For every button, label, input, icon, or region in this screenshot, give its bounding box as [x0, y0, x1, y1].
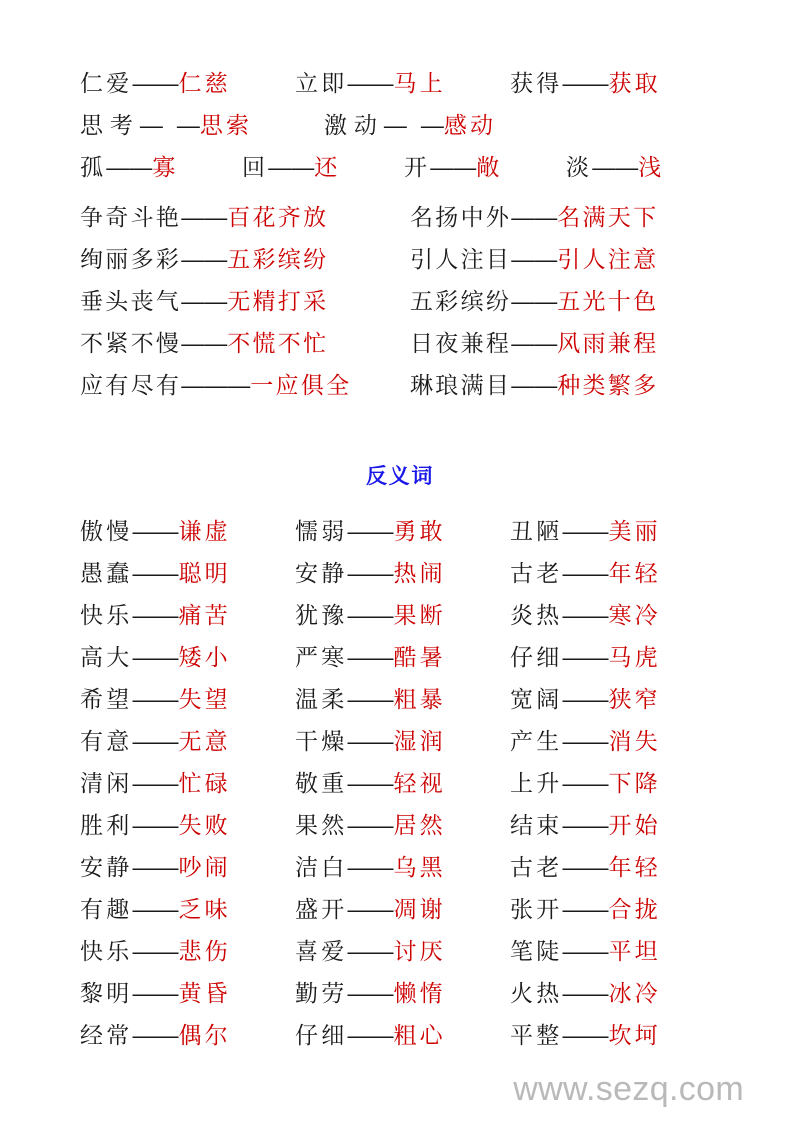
idiom-pair	[410, 196, 658, 238]
word-pair	[295, 678, 510, 720]
word-pair	[80, 846, 295, 888]
idiom-row	[80, 322, 720, 364]
pair-answer: 悲伤	[178, 938, 231, 964]
word-pair	[295, 636, 510, 678]
pair-term: 快乐	[80, 938, 133, 964]
pair-dash: ——	[181, 204, 228, 230]
pair-term: 琳琅满目	[410, 372, 512, 398]
word-pair	[295, 62, 510, 104]
pair-dash: ——	[132, 896, 179, 922]
pair-term: 思考	[80, 112, 140, 138]
word-pair	[510, 594, 661, 636]
pair-term: 喜爱	[295, 938, 348, 964]
pair-answer: 不慌不忙	[227, 330, 329, 356]
word-pair	[80, 720, 295, 762]
word-pair	[295, 552, 510, 594]
pair-answer: 居然	[393, 812, 446, 838]
word-pair	[80, 146, 242, 188]
word-pair	[510, 678, 661, 720]
idiom-pair	[80, 280, 410, 322]
antonym-row	[80, 762, 720, 804]
pair-dash: ——	[132, 770, 179, 796]
pair-answer: 仁慈	[178, 70, 231, 96]
pair-term: 争奇斗艳	[80, 204, 182, 230]
pair-term: 回	[242, 154, 269, 180]
word-pair	[510, 510, 661, 552]
pair-dash: ——	[562, 518, 609, 544]
antonyms-section	[80, 510, 720, 1056]
pair-dash: ——	[511, 246, 558, 272]
pair-answer: 感动	[443, 112, 497, 138]
word-pair	[80, 930, 295, 972]
word-pair	[80, 804, 295, 846]
pair-term: 经常	[80, 1022, 133, 1048]
pair-term: 绚丽多彩	[80, 246, 182, 272]
pair-answer: 果断	[393, 602, 446, 628]
pair-term: 应有尽有	[80, 372, 182, 398]
word-pair	[510, 846, 661, 888]
pair-dash: ——	[347, 938, 394, 964]
pair-answer: 五光十色	[557, 288, 659, 314]
pair-term: 仔细	[295, 1022, 348, 1048]
antonym-row	[80, 720, 720, 762]
idiom-pair	[80, 196, 410, 238]
pair-term: 结束	[510, 812, 563, 838]
pair-dash: ——	[132, 728, 179, 754]
pair-term: 有意	[80, 728, 133, 754]
pair-term: 日夜兼程	[410, 330, 512, 356]
synonym-row	[80, 146, 720, 188]
word-pair	[80, 62, 295, 104]
pair-dash: ——	[562, 644, 609, 670]
pair-answer: 开始	[608, 812, 661, 838]
pair-dash: ——	[562, 1022, 609, 1048]
word-pair	[566, 146, 664, 188]
pair-term: 勤劳	[295, 980, 348, 1006]
pair-answer: 失望	[178, 686, 231, 712]
pair-answer: 敞	[476, 154, 503, 180]
word-pair	[510, 62, 661, 104]
pair-answer: 矮小	[178, 644, 231, 670]
pair-answer: 马虎	[608, 644, 661, 670]
word-pair	[295, 720, 510, 762]
pair-answer: 乌黑	[393, 854, 446, 880]
pair-term: 五彩缤纷	[410, 288, 512, 314]
pair-term: 开	[404, 154, 431, 180]
pair-dash: ——	[132, 602, 179, 628]
pair-term: 淡	[566, 154, 593, 180]
pair-answer: 轻视	[393, 770, 446, 796]
pair-answer: 五彩缤纷	[227, 246, 329, 272]
pair-dash: ——	[562, 70, 609, 96]
pair-answer: 百花齐放	[227, 204, 329, 230]
synonym-row	[80, 104, 720, 146]
pair-answer: 一应俱全	[250, 372, 352, 398]
pair-answer: 思索	[199, 112, 253, 138]
pair-term: 仁爱	[80, 70, 133, 96]
pair-answer: 乏味	[178, 896, 231, 922]
pair-dash: ——	[562, 728, 609, 754]
pair-dash-right: —	[420, 112, 444, 138]
pair-answer: 引人注意	[557, 246, 659, 272]
idiom-synonyms-section	[80, 196, 720, 406]
idiom-row	[80, 238, 720, 280]
pair-dash: ——	[347, 518, 394, 544]
pair-term: 安静	[80, 854, 133, 880]
pair-term: 果然	[295, 812, 348, 838]
synonym-row	[80, 62, 720, 104]
pair-dash: ——	[511, 330, 558, 356]
pair-answer: 合拢	[608, 896, 661, 922]
pair-term: 洁白	[295, 854, 348, 880]
pair-answer: 寡	[152, 154, 179, 180]
pair-answer: 偶尔	[178, 1022, 231, 1048]
word-pair	[80, 510, 295, 552]
pair-dash: ——	[562, 980, 609, 1006]
pair-dash: ——	[347, 728, 394, 754]
pair-term: 盛开	[295, 896, 348, 922]
pair-dash: ——	[132, 518, 179, 544]
pair-answer: 冰冷	[608, 980, 661, 1006]
pair-term: 火热	[510, 980, 563, 1006]
word-pair	[295, 762, 510, 804]
pair-term: 希望	[80, 686, 133, 712]
pair-term: 笔陡	[510, 938, 563, 964]
pair-term: 傲慢	[80, 518, 133, 544]
pair-dash: ——	[562, 812, 609, 838]
word-pair	[510, 1014, 661, 1056]
antonym-row	[80, 930, 720, 972]
pair-dash: ——	[347, 1022, 394, 1048]
antonym-row	[80, 804, 720, 846]
antonym-row	[80, 1014, 720, 1056]
pair-term: 古老	[510, 854, 563, 880]
word-pair	[80, 1014, 295, 1056]
pair-term: 有趣	[80, 896, 133, 922]
idiom-pair	[80, 364, 410, 406]
antonym-row	[80, 594, 720, 636]
pair-dash: ——	[562, 854, 609, 880]
pair-answer: 消失	[608, 728, 661, 754]
pair-dash: ———	[181, 372, 251, 398]
antonym-row	[80, 846, 720, 888]
pair-answer: 平坦	[608, 938, 661, 964]
pair-dash: ——	[132, 938, 179, 964]
word-pair	[80, 594, 295, 636]
pair-term: 宽阔	[510, 686, 563, 712]
pair-term: 垂头丧气	[80, 288, 182, 314]
pair-answer: 痛苦	[178, 602, 231, 628]
pair-answer: 聪明	[178, 560, 231, 586]
pair-dash: ——	[347, 896, 394, 922]
pair-answer: 讨厌	[393, 938, 446, 964]
word-pair	[510, 720, 661, 762]
pair-dash: ——	[347, 980, 394, 1006]
pair-answer: 浅	[638, 154, 665, 180]
word-pair	[295, 846, 510, 888]
pair-answer: 懒惰	[393, 980, 446, 1006]
pair-dash: ——	[562, 560, 609, 586]
pair-dash: ——	[511, 204, 558, 230]
pair-answer: 马上	[393, 70, 446, 96]
word-pair	[510, 636, 661, 678]
pair-dash: ——	[181, 330, 228, 356]
pair-answer: 风雨兼程	[557, 330, 659, 356]
pair-term: 胜利	[80, 812, 133, 838]
pair-term: 黎明	[80, 980, 133, 1006]
pair-term: 丑陋	[510, 518, 563, 544]
pair-term: 敬重	[295, 770, 348, 796]
pair-term: 平整	[510, 1022, 563, 1048]
pair-term: 古老	[510, 560, 563, 586]
antonym-row	[80, 678, 720, 720]
idiom-pair	[410, 322, 658, 364]
pair-answer: 无精打采	[227, 288, 329, 314]
pair-dash: ——	[347, 770, 394, 796]
idiom-row	[80, 280, 720, 322]
pair-dash: ——	[347, 686, 394, 712]
word-pair	[295, 510, 510, 552]
word-pair	[242, 146, 404, 188]
word-pair	[80, 888, 295, 930]
pair-term: 严寒	[295, 644, 348, 670]
word-pair	[80, 552, 295, 594]
pair-answer: 坎坷	[608, 1022, 661, 1048]
pair-dash: ——	[132, 644, 179, 670]
word-pair	[295, 594, 510, 636]
idiom-pair	[410, 280, 658, 322]
pair-answer: 种类繁多	[557, 372, 659, 398]
pair-term: 懦弱	[295, 518, 348, 544]
pair-dash: ——	[511, 288, 558, 314]
pair-dash: ——	[347, 560, 394, 586]
word-pair	[295, 1014, 510, 1056]
pair-dash: ——	[132, 560, 179, 586]
pair-dash: ——	[430, 154, 477, 180]
pair-dash: ——	[181, 288, 228, 314]
antonym-row	[80, 636, 720, 678]
antonym-row	[80, 888, 720, 930]
pair-dash: ——	[106, 154, 153, 180]
pair-dash-right: —	[176, 112, 200, 138]
pair-dash: ——	[347, 812, 394, 838]
pair-dash: ——	[268, 154, 315, 180]
word-pair	[510, 888, 661, 930]
pair-dash: ——	[132, 70, 179, 96]
pair-answer: 寒冷	[608, 602, 661, 628]
pair-dash: ——	[132, 980, 179, 1006]
pair-answer: 下降	[608, 770, 661, 796]
pair-term: 激动	[324, 112, 384, 138]
word-pair	[404, 146, 566, 188]
word-pair	[510, 972, 661, 1014]
pair-dash: ——	[562, 602, 609, 628]
word-pair	[295, 972, 510, 1014]
word-pair	[80, 762, 295, 804]
pair-dash: ——	[592, 154, 639, 180]
pair-answer: 无意	[178, 728, 231, 754]
pair-term: 清闲	[80, 770, 133, 796]
pair-dash-left: —	[139, 112, 163, 138]
pair-answer: 忙碌	[178, 770, 231, 796]
pair-term: 引人注目	[410, 246, 512, 272]
pair-term: 不紧不慢	[80, 330, 182, 356]
spacer	[80, 188, 720, 196]
pair-answer: 年轻	[608, 854, 661, 880]
word-pair	[80, 636, 295, 678]
idiom-pair	[410, 364, 658, 406]
pair-dash: ——	[347, 602, 394, 628]
pair-term: 立即	[295, 70, 348, 96]
pair-answer: 吵闹	[178, 854, 231, 880]
antonym-row	[80, 552, 720, 594]
pair-term: 上升	[510, 770, 563, 796]
pair-answer: 酷暑	[393, 644, 446, 670]
pair-dash: ——	[562, 896, 609, 922]
pair-answer: 美丽	[608, 518, 661, 544]
pair-term: 温柔	[295, 686, 348, 712]
pair-term: 高大	[80, 644, 133, 670]
pair-answer: 谦虚	[178, 518, 231, 544]
spacer	[80, 490, 720, 510]
pair-term: 张开	[510, 896, 563, 922]
idiom-pair	[80, 322, 410, 364]
idiom-pair	[410, 238, 658, 280]
pair-answer: 湿润	[393, 728, 446, 754]
word-pair	[80, 104, 324, 146]
word-pair	[324, 104, 496, 146]
pair-answer: 名满天下	[557, 204, 659, 230]
pair-dash: ——	[511, 372, 558, 398]
pair-answer: 粗暴	[393, 686, 446, 712]
pair-dash: ——	[562, 686, 609, 712]
pair-term: 愚蠢	[80, 560, 133, 586]
pair-dash: ——	[132, 812, 179, 838]
pair-term: 安静	[295, 560, 348, 586]
antonym-row	[80, 972, 720, 1014]
section-title-antonyms: 反义词	[365, 465, 435, 488]
pair-term: 干燥	[295, 728, 348, 754]
word-pair	[295, 930, 510, 972]
pair-dash: ——	[132, 1022, 179, 1048]
pair-answer: 失败	[178, 812, 231, 838]
idiom-row	[80, 364, 720, 406]
word-pair	[510, 804, 661, 846]
word-pair	[510, 552, 661, 594]
synonyms-section	[80, 62, 720, 188]
pair-term: 快乐	[80, 602, 133, 628]
pair-dash-left: —	[383, 112, 407, 138]
pair-dash: ——	[132, 854, 179, 880]
pair-dash: ——	[181, 246, 228, 272]
watermark: www.sezq.com	[513, 1070, 744, 1108]
pair-answer: 粗心	[393, 1022, 446, 1048]
pair-dash: ——	[347, 854, 394, 880]
pair-answer: 获取	[608, 70, 661, 96]
pair-dash: ——	[562, 770, 609, 796]
pair-term: 获得	[510, 70, 563, 96]
antonym-row	[80, 510, 720, 552]
word-pair	[80, 678, 295, 720]
pair-term: 名扬中外	[410, 204, 512, 230]
word-pair	[510, 762, 661, 804]
pair-term: 炎热	[510, 602, 563, 628]
word-pair	[295, 804, 510, 846]
pair-answer: 凋谢	[393, 896, 446, 922]
spacer	[80, 406, 720, 460]
pair-answer: 黄昏	[178, 980, 231, 1006]
word-pair	[80, 972, 295, 1014]
pair-dash: ——	[347, 644, 394, 670]
pair-dash: ——	[562, 938, 609, 964]
pair-term: 犹豫	[295, 602, 348, 628]
pair-dash: ——	[347, 70, 394, 96]
pair-term: 孤	[80, 154, 107, 180]
pair-term: 仔细	[510, 644, 563, 670]
pair-term: 产生	[510, 728, 563, 754]
pair-answer: 热闹	[393, 560, 446, 586]
idiom-pair	[80, 238, 410, 280]
word-pair	[510, 930, 661, 972]
word-pair	[295, 888, 510, 930]
pair-dash: ——	[132, 686, 179, 712]
idiom-row	[80, 196, 720, 238]
pair-answer: 年轻	[608, 560, 661, 586]
pair-answer: 还	[314, 154, 341, 180]
pair-answer: 勇敢	[393, 518, 446, 544]
pair-answer: 狭窄	[608, 686, 661, 712]
